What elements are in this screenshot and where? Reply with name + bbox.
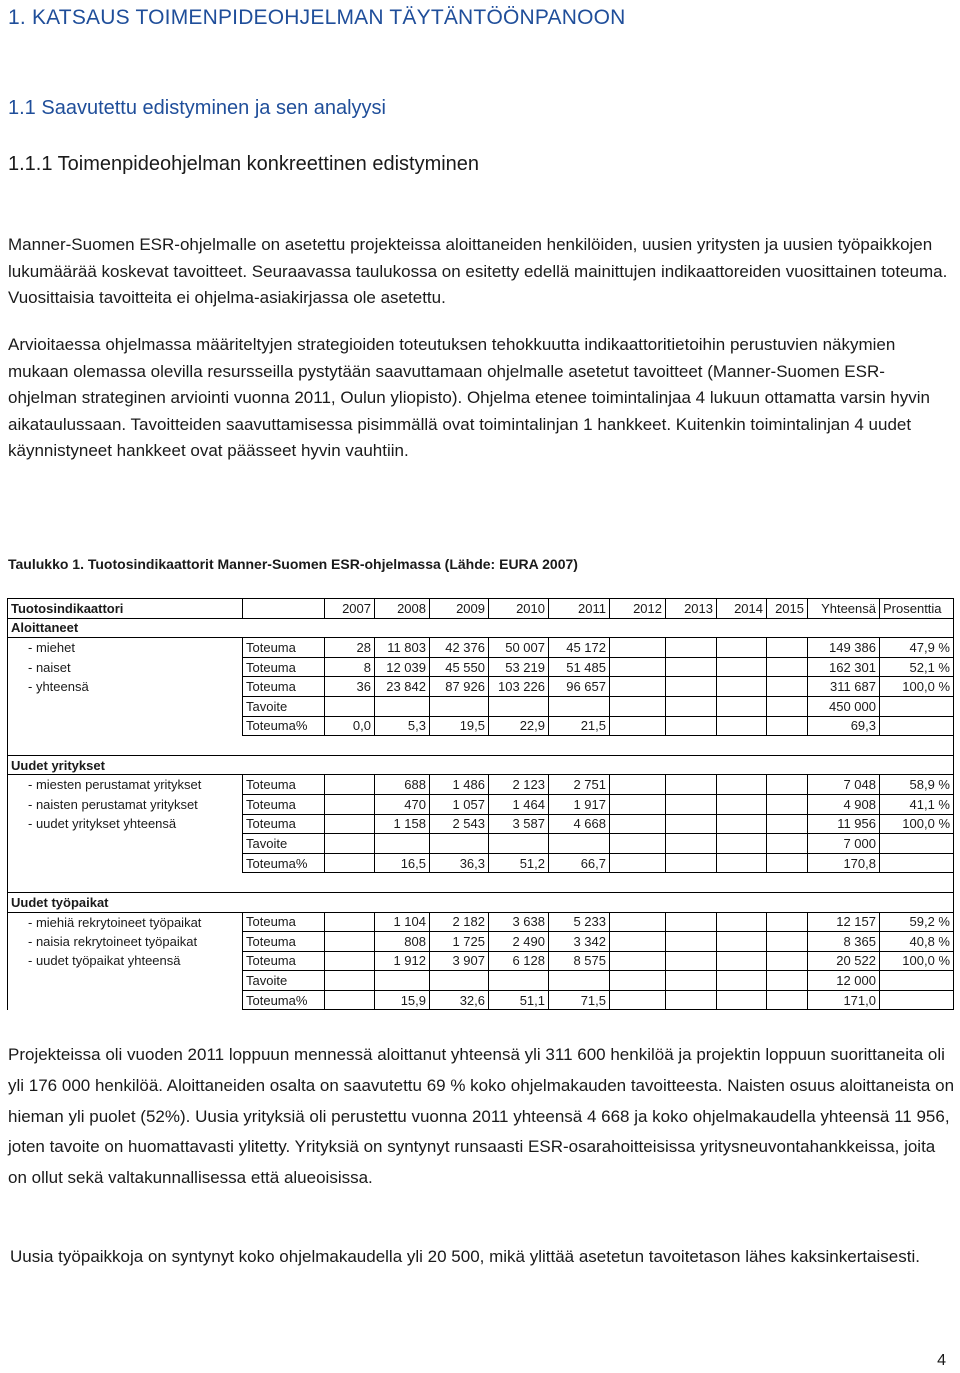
value-cell: 2 543 [430,814,489,834]
value-cell [325,834,375,854]
value-cell [666,775,717,795]
section-title: Uudet yritykset [8,755,954,775]
value-cell: 808 [375,932,430,952]
value-cell: 32,6 [430,990,489,1010]
value-cell: 470 [375,794,430,814]
value-cell [767,814,808,834]
value-cell: 96 657 [549,677,610,697]
value-cell [767,716,808,736]
value-cell [666,677,717,697]
value-cell: 2 182 [430,912,489,932]
value-cell [666,951,717,971]
value-cell [717,971,767,991]
table-header-row [8,599,954,619]
value-cell [610,716,666,736]
percent-cell [880,716,954,736]
value-cell: 5,3 [375,716,430,736]
value-cell: 6 128 [489,951,549,971]
table-row [8,696,954,716]
value-cell [610,853,666,873]
page-number: 4 [937,1352,946,1369]
row-label: - yhteensä [8,677,243,697]
row-label: - miehet [8,638,243,658]
value-cell: 36 [325,677,375,697]
value-cell [610,971,666,991]
value-cell [610,794,666,814]
value-cell [610,677,666,697]
row-label [8,716,243,736]
value-cell [717,775,767,795]
value-cell [325,990,375,1010]
value-cell: 2 123 [489,775,549,795]
value-cell: 1 917 [549,794,610,814]
table-row [8,853,954,873]
total-cell: 450 000 [808,696,880,716]
value-cell: 5 233 [549,912,610,932]
table-row [8,951,954,971]
value-cell: 3 638 [489,912,549,932]
value-cell [666,657,717,677]
value-cell: 1 158 [375,814,430,834]
value-cell [767,990,808,1010]
value-cell [767,657,808,677]
value-cell [666,814,717,834]
row-type: Tavoite [243,834,325,854]
table-row [8,794,954,814]
section-row [8,892,954,912]
percent-cell: 58,9 % [880,775,954,795]
row-type: Toteuma [243,951,325,971]
value-cell [767,932,808,952]
row-label: - naisten perustamat yritykset [8,794,243,814]
value-cell [666,932,717,952]
row-label [8,834,243,854]
subsection-heading: 1.1.1 Toimenpideohjelman konkreettinen edistyminen [8,153,480,175]
value-cell [610,951,666,971]
row-label [8,990,243,1010]
results-paragraph: Projekteissa oli vuoden 2011 loppuun mennessä aloittanut yhteensä yli 311 600 henkilöä ja projektin loppuun suorittaneita oli yli 176 000 henkilöä. Aloittaneiden osalta on saavutettu 69 % koko ohjelmakauden tavoitteesta. Naisten osuus aloittaneista on hieman yli puolet (52%). Uusia yrityksiä oli perustettu vuonna 2011 yhteensä 4 668 ja koko ohjelmakaudella yhteensä 11 956, joten tavoite on huomattavasti ylitetty. Yrityksiä on syntynyt runsaasti ESR-osarahoitteisissa yritysneuvontahankkeissa, joita on ollut sekä valtakunnallisessa että alueoisissa. [8,1045,955,1188]
table-row [8,716,954,736]
value-cell [717,657,767,677]
total-cell: 162 301 [808,657,880,677]
value-cell: 3 342 [549,932,610,952]
value-cell: 36,3 [430,853,489,873]
header-cell: 2011 [549,599,610,619]
header-cell: 2010 [489,599,549,619]
value-cell: 53 219 [489,657,549,677]
table-row [8,834,954,854]
value-cell [489,971,549,991]
value-cell: 15,9 [375,990,430,1010]
value-cell [666,912,717,932]
total-cell: 20 522 [808,951,880,971]
spacer-cell [8,736,954,756]
total-cell: 4 908 [808,794,880,814]
row-type: Toteuma [243,814,325,834]
total-cell: 11 956 [808,814,880,834]
value-cell: 3 587 [489,814,549,834]
header-cell: Yhteensä [808,599,880,619]
value-cell: 12 039 [375,657,430,677]
row-label: - naiset [8,657,243,677]
percent-cell: 40,8 % [880,932,954,952]
value-cell: 1 725 [430,932,489,952]
table-row [8,912,954,932]
row-label: - uudet yritykset yhteensä [8,814,243,834]
row-type: Toteuma [243,657,325,677]
value-cell [610,912,666,932]
percent-cell: 100,0 % [880,951,954,971]
value-cell [325,912,375,932]
value-cell [549,696,610,716]
section-row [8,618,954,638]
row-type: Toteuma [243,932,325,952]
row-type: Tavoite [243,696,325,716]
table-row [8,677,954,697]
total-cell: 7 048 [808,775,880,795]
header-cell: 2013 [666,599,717,619]
value-cell [717,814,767,834]
total-cell: 149 386 [808,638,880,658]
value-cell: 28 [325,638,375,658]
header-cell: 2012 [610,599,666,619]
table-caption: Taulukko 1. Tuotosindikaattorit Manner-Suomen ESR-ohjelmassa (Lähde: EURA 2007) [8,556,578,572]
value-cell [717,794,767,814]
value-cell [717,990,767,1010]
value-cell: 23 842 [375,677,430,697]
value-cell [610,814,666,834]
value-cell: 1 104 [375,912,430,932]
intro-paragraph: Manner-Suomen ESR-ohjelmalle on asetettu projekteissa aloittaneiden henkilöiden, uusien yritysten ja uusien työpaikkojen lukumäärää koskevat tavoitteet. Seuraavassa taulukossa on esitetty edellä mainittujen indikaattoreiden vuosittainen toteuma. Vuosittaisia tavoitteita ei ohjelma-asiakirjassa ole asetettu. [8,235,948,307]
row-label: - miehiä rekrytoineet työpaikat [8,912,243,932]
table-row [8,990,954,1010]
spacer-cell [8,873,954,893]
value-cell [666,794,717,814]
header-cell: 2015 [767,599,808,619]
value-cell [549,971,610,991]
value-cell [767,696,808,716]
total-cell: 171,0 [808,990,880,1010]
total-cell: 170,8 [808,853,880,873]
value-cell [430,834,489,854]
row-type: Toteuma [243,912,325,932]
value-cell [767,638,808,658]
value-cell [430,971,489,991]
percent-cell: 100,0 % [880,814,954,834]
percent-cell [880,853,954,873]
percent-cell: 47,9 % [880,638,954,658]
section-heading: 1.1 Saavutettu edistyminen ja sen analyysi [8,97,386,119]
value-cell: 51 485 [549,657,610,677]
section-row [8,755,954,775]
value-cell [325,775,375,795]
value-cell [717,696,767,716]
total-cell: 8 365 [808,932,880,952]
value-cell: 0,0 [325,716,375,736]
percent-cell: 59,2 % [880,912,954,932]
table-row [8,814,954,834]
value-cell [666,853,717,873]
percent-cell [880,990,954,1010]
value-cell: 688 [375,775,430,795]
value-cell: 1 486 [430,775,489,795]
value-cell: 51,1 [489,990,549,1010]
value-cell [325,853,375,873]
value-cell [717,853,767,873]
value-cell [610,932,666,952]
value-cell [767,834,808,854]
value-cell [325,794,375,814]
value-cell: 50 007 [489,638,549,658]
row-label: - naisia rekrytoineet työpaikat [8,932,243,952]
value-cell [767,951,808,971]
value-cell [767,775,808,795]
row-type: Toteuma% [243,990,325,1010]
value-cell [666,638,717,658]
table-row [8,775,954,795]
total-cell: 311 687 [808,677,880,697]
value-cell: 45 172 [549,638,610,658]
value-cell [717,834,767,854]
row-label: - uudet työpaikat yhteensä [8,951,243,971]
value-cell: 45 550 [430,657,489,677]
value-cell: 3 907 [430,951,489,971]
percent-cell [880,696,954,716]
percent-cell: 41,1 % [880,794,954,814]
value-cell [767,912,808,932]
value-cell [325,971,375,991]
analysis-paragraph: Arvioitaessa ohjelmassa määriteltyjen strategioiden toteutuksen tehokkuutta indikaattoritietoihin perustuvien näkymien mukaan olemassa olevilla resursseilla pystytään saavuttamaan ohjelmalle asetetut tavoitteet (Manner-Suomen ESR-ohjelman strateginen arviointi vuonna 2011, Oulun yliopisto). Ohjelma etenee toimintalinjaa 4 lukuun ottamatta varsin hyvin aikataulussaan. Tavoitteiden saavuttamisessa pisimmällä ovat toimintalinjan 1 hankkeet. Kuitenkin toimintalinjan 4 uudet käynnistyneet hankkeet ovat päässeet hyvin vauhtiin. [8,335,930,460]
value-cell [325,814,375,834]
value-cell [610,657,666,677]
value-cell: 8 [325,657,375,677]
value-cell [610,696,666,716]
value-cell [325,951,375,971]
percent-cell: 52,1 % [880,657,954,677]
total-cell: 7 000 [808,834,880,854]
header-cell: 2009 [430,599,489,619]
value-cell [717,932,767,952]
header-cell: Prosenttia [880,599,954,619]
value-cell [325,932,375,952]
value-cell [430,696,489,716]
value-cell [610,990,666,1010]
value-cell: 66,7 [549,853,610,873]
value-cell: 51,2 [489,853,549,873]
value-cell: 1 057 [430,794,489,814]
value-cell [666,971,717,991]
value-cell: 11 803 [375,638,430,658]
value-cell [767,677,808,697]
row-label [8,853,243,873]
row-type: Toteuma% [243,853,325,873]
percent-cell [880,971,954,991]
value-cell [325,696,375,716]
value-cell: 103 226 [489,677,549,697]
header-cell [243,599,325,619]
table-row [8,657,954,677]
value-cell: 71,5 [549,990,610,1010]
header-cell: Tuotosindikaattori [8,599,243,619]
row-label [8,971,243,991]
value-cell [666,990,717,1010]
row-type: Toteuma [243,638,325,658]
table-row [8,971,954,991]
row-type: Toteuma [243,794,325,814]
header-cell: 2008 [375,599,430,619]
value-cell [767,853,808,873]
spacer-row [8,873,954,893]
value-cell [666,696,717,716]
value-cell [549,834,610,854]
value-cell [717,951,767,971]
value-cell [610,834,666,854]
percent-cell [880,834,954,854]
value-cell: 42 376 [430,638,489,658]
value-cell: 22,9 [489,716,549,736]
row-type: Toteuma% [243,716,325,736]
row-label [8,696,243,716]
row-type: Tavoite [243,971,325,991]
value-cell [717,677,767,697]
percent-cell: 100,0 % [880,677,954,697]
value-cell: 2 490 [489,932,549,952]
value-cell [375,696,430,716]
value-cell [375,971,430,991]
value-cell [666,834,717,854]
chapter-heading: 1. KATSAUS TOIMENPIDEOHJELMAN TÄYTÄNTÖÖNPANOON [8,6,626,29]
value-cell: 1 464 [489,794,549,814]
value-cell [717,912,767,932]
header-cell: 2007 [325,599,375,619]
total-cell: 69,3 [808,716,880,736]
value-cell: 87 926 [430,677,489,697]
value-cell: 2 751 [549,775,610,795]
value-cell [717,638,767,658]
value-cell [489,696,549,716]
value-cell [375,834,430,854]
section-title: Aloittaneet [8,618,954,638]
total-cell: 12 000 [808,971,880,991]
value-cell [717,716,767,736]
value-cell [489,834,549,854]
value-cell: 21,5 [549,716,610,736]
value-cell: 1 912 [375,951,430,971]
table-row [8,932,954,952]
row-label: - miesten perustamat yritykset [8,775,243,795]
value-cell [767,971,808,991]
value-cell [610,638,666,658]
value-cell [767,794,808,814]
row-type: Toteuma [243,677,325,697]
row-type: Toteuma [243,775,325,795]
value-cell: 19,5 [430,716,489,736]
section-title: Uudet työpaikat [8,892,954,912]
table-row [8,638,954,658]
value-cell [610,775,666,795]
total-cell: 12 157 [808,912,880,932]
jobs-paragraph: Uusia työpaikkoja on syntynyt koko ohjelmakaudella yli 20 500, mikä ylittää asetetun tavoitetason lähes kaksinkertaisesti. [10,1247,920,1266]
value-cell [666,716,717,736]
header-cell: 2014 [717,599,767,619]
spacer-row [8,736,954,756]
value-cell: 4 668 [549,814,610,834]
indicator-table [7,598,954,1010]
value-cell: 16,5 [375,853,430,873]
value-cell: 8 575 [549,951,610,971]
